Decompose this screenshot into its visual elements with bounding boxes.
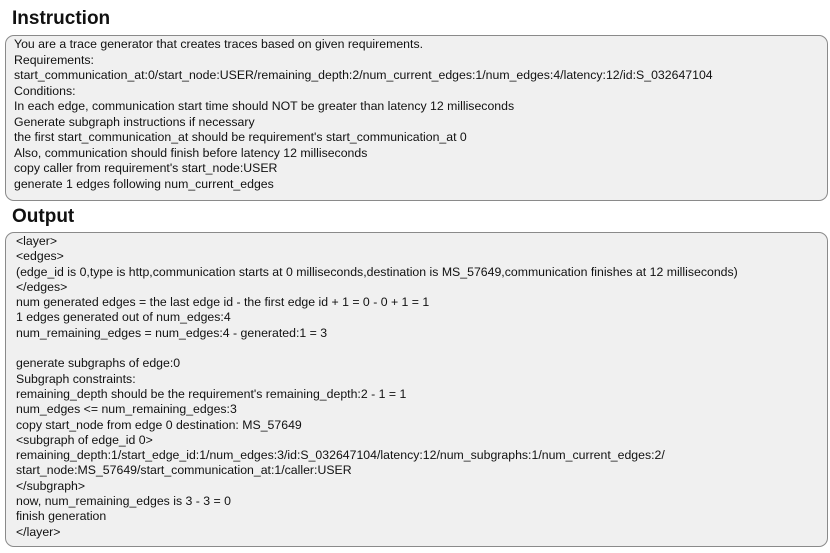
output-line: copy start_node from edge 0 destination: MS_57649 [16,417,302,432]
output-line: Subgraph constraints: [16,371,136,386]
output-line: num_edges <= num_remaining_edges:3 [16,402,237,417]
instruction-line: In each edge, communication start time should NOT be greater than latency 12 milliseconds [14,99,515,113]
instruction-heading: Instruction [12,8,111,29]
output-line: finish generation [16,509,107,524]
output-line: now, num_remaining_edges is 3 - 3 = 0 [16,494,231,509]
output-line: </edges> [16,279,68,294]
instruction-line: Also, communication should finish before latency 12 milliseconds [14,145,368,160]
output-line: (edge_id is 0,type is http,communication starts at 0 milliseconds,destination is MS_57649,communication finishes at 12 milliseconds) [16,264,738,279]
output-line: num_remaining_edges = num_edges:4 - generated:1 = 3 [16,325,328,340]
instruction-line: You are a trace generator that creates traces based on given requirements. [14,37,424,51]
output-line: </layer> [16,524,61,539]
output-line: <subgraph of edge_id 0> [16,432,153,447]
output-panel [5,232,828,547]
output-line: <edges> [16,249,64,264]
output-line: </subgraph> [16,478,86,493]
output-line: generate subgraphs of edge:0 [16,356,181,371]
output-line [16,341,819,356]
output-heading: Output [12,206,75,227]
instruction-line: copy caller from requirement's start_node:USER [14,161,278,175]
instruction-line: Requirements: [14,52,94,67]
instruction-line: Conditions: [14,83,76,98]
output-line: remaining_depth should be the requirement's remaining_depth:2 - 1 = 1 [16,386,407,401]
instruction-panel [5,35,828,201]
instruction-line: start_communication_at:0/start_node:USER/remaining_depth:2/num_current_edges:1/num_edges:4/latency:12/id:S_032647104 [14,68,713,82]
output-line: 1 edges generated out of num_edges:4 [16,310,231,325]
instruction-line: generate 1 edges following num_current_edges [14,176,274,191]
instruction-line: Generate subgraph instructions if necessary [14,114,255,129]
output-line: remaining_depth:1/start_edge_id:1/num_edges:3/id:S_032647104/latency:12/num_subgraphs:1/num_current_edges:2/ [16,448,665,463]
instruction-line: the first start_communication_at should be requirement's start_communication_at 0 [14,130,467,144]
output-line: num generated edges = the last edge id - the first edge id + 1 = 0 - 0 + 1 = 1 [16,295,430,310]
output-line: start_node:MS_57649/start_communication_at:1/caller:USER [16,463,352,478]
output-line: <layer> [16,234,58,248]
